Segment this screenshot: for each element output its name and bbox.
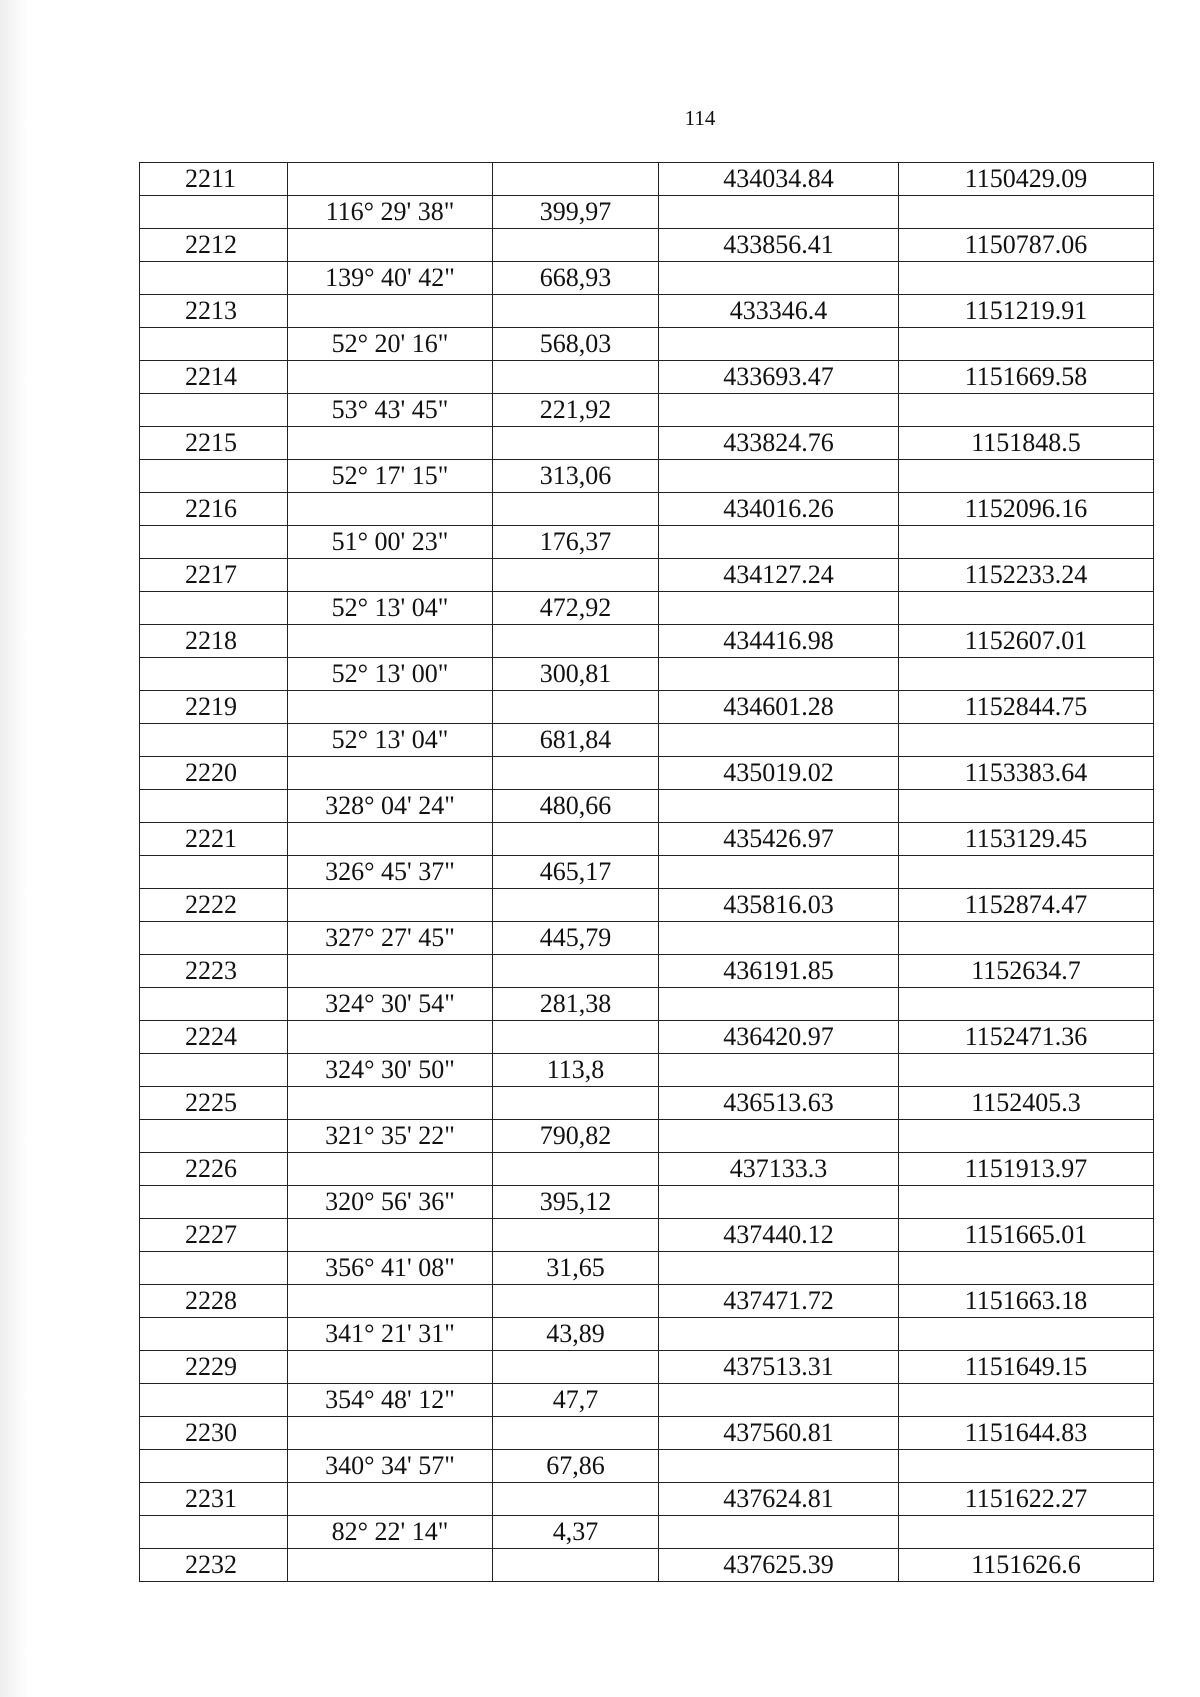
point-number-cell: 2221 <box>140 823 288 856</box>
table-row <box>140 1285 1154 1318</box>
table-row <box>140 1318 1154 1351</box>
bearing-cell <box>288 757 493 790</box>
bearing-cell: 51° 00' 23" <box>288 526 493 559</box>
table-row <box>140 658 1154 691</box>
point-number-cell: 2226 <box>140 1153 288 1186</box>
table-row <box>140 460 1154 493</box>
bearing-cell: 356° 41' 08" <box>288 1252 493 1285</box>
page-number: 114 <box>684 106 716 130</box>
distance-cell <box>493 1351 659 1384</box>
point-number-cell <box>140 394 288 427</box>
point-number-cell: 2216 <box>140 493 288 526</box>
point-number-cell: 2224 <box>140 1021 288 1054</box>
table-row <box>140 1153 1154 1186</box>
x-coordinate-cell <box>659 658 899 691</box>
table-row <box>140 823 1154 856</box>
distance-cell <box>493 1549 659 1582</box>
bearing-cell <box>288 163 493 196</box>
bearing-cell: 321° 35' 22" <box>288 1120 493 1153</box>
bearing-cell: 116° 29' 38" <box>288 196 493 229</box>
x-coordinate-cell: 435816.03 <box>659 889 899 922</box>
point-number-cell: 2223 <box>140 955 288 988</box>
point-number-cell: 2214 <box>140 361 288 394</box>
distance-cell <box>493 757 659 790</box>
table-row <box>140 1483 1154 1516</box>
distance-cell <box>493 295 659 328</box>
point-number-cell <box>140 460 288 493</box>
table-row <box>140 1450 1154 1483</box>
point-number-cell <box>140 592 288 625</box>
bearing-cell: 52° 13' 04" <box>288 724 493 757</box>
point-number-cell <box>140 790 288 823</box>
x-coordinate-cell <box>659 1120 899 1153</box>
distance-cell: 465,17 <box>493 856 659 889</box>
bearing-cell: 340° 34' 57" <box>288 1450 493 1483</box>
table-row <box>140 427 1154 460</box>
x-coordinate-cell: 437133.3 <box>659 1153 899 1186</box>
table-row <box>140 724 1154 757</box>
y-coordinate-cell <box>899 394 1154 427</box>
distance-cell <box>493 1087 659 1120</box>
y-coordinate-cell: 1152874.47 <box>899 889 1154 922</box>
table-row <box>140 790 1154 823</box>
y-coordinate-cell <box>899 1120 1154 1153</box>
distance-cell: 221,92 <box>493 394 659 427</box>
distance-cell: 445,79 <box>493 922 659 955</box>
point-number-cell: 2218 <box>140 625 288 658</box>
bearing-cell <box>288 691 493 724</box>
distance-cell <box>493 955 659 988</box>
x-coordinate-cell: 435426.97 <box>659 823 899 856</box>
distance-cell: 790,82 <box>493 1120 659 1153</box>
x-coordinate-cell <box>659 790 899 823</box>
y-coordinate-cell: 1151848.5 <box>899 427 1154 460</box>
point-number-cell: 2225 <box>140 1087 288 1120</box>
x-coordinate-cell <box>659 856 899 889</box>
bearing-cell <box>288 1153 493 1186</box>
table-row <box>140 1186 1154 1219</box>
table-row <box>140 394 1154 427</box>
x-coordinate-cell: 437560.81 <box>659 1417 899 1450</box>
y-coordinate-cell: 1151665.01 <box>899 1219 1154 1252</box>
x-coordinate-cell <box>659 328 899 361</box>
y-coordinate-cell <box>899 592 1154 625</box>
distance-cell: 395,12 <box>493 1186 659 1219</box>
y-coordinate-cell <box>899 262 1154 295</box>
table-row <box>140 163 1154 196</box>
table-row <box>140 1516 1154 1549</box>
point-number-cell: 2215 <box>140 427 288 460</box>
bearing-cell <box>288 229 493 262</box>
y-coordinate-cell <box>899 724 1154 757</box>
table-row <box>140 1087 1154 1120</box>
y-coordinate-cell: 1152844.75 <box>899 691 1154 724</box>
table-row <box>140 757 1154 790</box>
point-number-cell <box>140 1054 288 1087</box>
y-coordinate-cell: 1151219.91 <box>899 295 1154 328</box>
bearing-cell <box>288 889 493 922</box>
table-row <box>140 493 1154 526</box>
distance-cell <box>493 1021 659 1054</box>
table-row <box>140 856 1154 889</box>
bearing-cell <box>288 1087 493 1120</box>
y-coordinate-cell: 1153129.45 <box>899 823 1154 856</box>
y-coordinate-cell: 1151913.97 <box>899 1153 1154 1186</box>
bearing-cell <box>288 625 493 658</box>
point-number-cell <box>140 724 288 757</box>
bearing-cell: 326° 45' 37" <box>288 856 493 889</box>
y-coordinate-cell <box>899 790 1154 823</box>
x-coordinate-cell <box>659 1450 899 1483</box>
bearing-cell <box>288 1285 493 1318</box>
distance-cell <box>493 361 659 394</box>
table-row <box>140 625 1154 658</box>
x-coordinate-cell <box>659 1384 899 1417</box>
y-coordinate-cell <box>899 1384 1154 1417</box>
y-coordinate-cell: 1151663.18 <box>899 1285 1154 1318</box>
distance-cell: 43,89 <box>493 1318 659 1351</box>
bearing-cell <box>288 823 493 856</box>
distance-cell: 4,37 <box>493 1516 659 1549</box>
x-coordinate-cell: 437440.12 <box>659 1219 899 1252</box>
distance-cell <box>493 427 659 460</box>
y-coordinate-cell <box>899 196 1154 229</box>
y-coordinate-cell: 1152634.7 <box>899 955 1154 988</box>
distance-cell: 568,03 <box>493 328 659 361</box>
scan-edge-shadow <box>0 0 28 1697</box>
bearing-cell: 53° 43' 45" <box>288 394 493 427</box>
bearing-cell: 52° 13' 04" <box>288 592 493 625</box>
x-coordinate-cell: 433693.47 <box>659 361 899 394</box>
y-coordinate-cell <box>899 526 1154 559</box>
y-coordinate-cell <box>899 658 1154 691</box>
bearing-cell <box>288 955 493 988</box>
point-number-cell: 2213 <box>140 295 288 328</box>
table-body <box>140 163 1154 1582</box>
y-coordinate-cell <box>899 988 1154 1021</box>
y-coordinate-cell: 1150787.06 <box>899 229 1154 262</box>
bearing-cell: 328° 04' 24" <box>288 790 493 823</box>
bearing-cell <box>288 1417 493 1450</box>
table-row <box>140 262 1154 295</box>
table-row <box>140 196 1154 229</box>
x-coordinate-cell: 434127.24 <box>659 559 899 592</box>
y-coordinate-cell: 1152607.01 <box>899 625 1154 658</box>
y-coordinate-cell: 1151649.15 <box>899 1351 1154 1384</box>
x-coordinate-cell <box>659 592 899 625</box>
x-coordinate-cell <box>659 394 899 427</box>
point-number-cell <box>140 988 288 1021</box>
x-coordinate-cell: 436420.97 <box>659 1021 899 1054</box>
x-coordinate-cell <box>659 1186 899 1219</box>
distance-cell <box>493 1483 659 1516</box>
y-coordinate-cell <box>899 1186 1154 1219</box>
y-coordinate-cell: 1152471.36 <box>899 1021 1154 1054</box>
distance-cell: 281,38 <box>493 988 659 1021</box>
distance-cell: 399,97 <box>493 196 659 229</box>
point-number-cell: 2230 <box>140 1417 288 1450</box>
table-row <box>140 922 1154 955</box>
x-coordinate-cell <box>659 922 899 955</box>
y-coordinate-cell <box>899 460 1154 493</box>
y-coordinate-cell: 1152096.16 <box>899 493 1154 526</box>
y-coordinate-cell: 1150429.09 <box>899 163 1154 196</box>
distance-cell: 681,84 <box>493 724 659 757</box>
bearing-cell: 52° 17' 15" <box>288 460 493 493</box>
table-row <box>140 1549 1154 1582</box>
x-coordinate-cell <box>659 1054 899 1087</box>
distance-cell <box>493 1219 659 1252</box>
distance-cell: 668,93 <box>493 262 659 295</box>
y-coordinate-cell: 1151644.83 <box>899 1417 1154 1450</box>
coordinates-table <box>139 162 1154 1582</box>
x-coordinate-cell: 434416.98 <box>659 625 899 658</box>
table-row <box>140 361 1154 394</box>
x-coordinate-cell <box>659 262 899 295</box>
distance-cell <box>493 1285 659 1318</box>
x-coordinate-cell: 437624.81 <box>659 1483 899 1516</box>
distance-cell <box>493 823 659 856</box>
table-row <box>140 559 1154 592</box>
x-coordinate-cell: 435019.02 <box>659 757 899 790</box>
x-coordinate-cell: 434016.26 <box>659 493 899 526</box>
x-coordinate-cell: 437513.31 <box>659 1351 899 1384</box>
x-coordinate-cell <box>659 988 899 1021</box>
y-coordinate-cell <box>899 328 1154 361</box>
x-coordinate-cell: 434034.84 <box>659 163 899 196</box>
x-coordinate-cell: 433856.41 <box>659 229 899 262</box>
bearing-cell: 327° 27' 45" <box>288 922 493 955</box>
distance-cell <box>493 493 659 526</box>
point-number-cell <box>140 1120 288 1153</box>
bearing-cell: 82° 22' 14" <box>288 1516 493 1549</box>
distance-cell: 300,81 <box>493 658 659 691</box>
bearing-cell: 341° 21' 31" <box>288 1318 493 1351</box>
x-coordinate-cell <box>659 196 899 229</box>
table-row <box>140 988 1154 1021</box>
point-number-cell: 2220 <box>140 757 288 790</box>
table-row <box>140 1219 1154 1252</box>
x-coordinate-cell <box>659 724 899 757</box>
point-number-cell: 2229 <box>140 1351 288 1384</box>
bearing-cell <box>288 1351 493 1384</box>
point-number-cell <box>140 196 288 229</box>
table-row <box>140 592 1154 625</box>
bearing-cell <box>288 427 493 460</box>
table-row <box>140 889 1154 922</box>
table-row <box>140 1417 1154 1450</box>
distance-cell <box>493 229 659 262</box>
y-coordinate-cell <box>899 1318 1154 1351</box>
point-number-cell <box>140 1318 288 1351</box>
point-number-cell <box>140 1450 288 1483</box>
y-coordinate-cell: 1152405.3 <box>899 1087 1154 1120</box>
point-number-cell: 2211 <box>140 163 288 196</box>
point-number-cell <box>140 658 288 691</box>
bearing-cell <box>288 1021 493 1054</box>
distance-cell <box>493 691 659 724</box>
x-coordinate-cell: 433824.76 <box>659 427 899 460</box>
x-coordinate-cell: 436191.85 <box>659 955 899 988</box>
bearing-cell: 320° 56' 36" <box>288 1186 493 1219</box>
table-row <box>140 1384 1154 1417</box>
distance-cell <box>493 889 659 922</box>
y-coordinate-cell <box>899 922 1154 955</box>
distance-cell <box>493 1417 659 1450</box>
distance-cell: 113,8 <box>493 1054 659 1087</box>
x-coordinate-cell <box>659 1252 899 1285</box>
point-number-cell <box>140 1252 288 1285</box>
bearing-cell: 324° 30' 54" <box>288 988 493 1021</box>
point-number-cell <box>140 262 288 295</box>
x-coordinate-cell: 433346.4 <box>659 295 899 328</box>
table-row <box>140 295 1154 328</box>
table-row <box>140 1351 1154 1384</box>
bearing-cell <box>288 1549 493 1582</box>
point-number-cell: 2217 <box>140 559 288 592</box>
y-coordinate-cell <box>899 1516 1154 1549</box>
distance-cell <box>493 625 659 658</box>
distance-cell <box>493 559 659 592</box>
table-row <box>140 1120 1154 1153</box>
table-row <box>140 1252 1154 1285</box>
point-number-cell <box>140 328 288 361</box>
x-coordinate-cell: 437625.39 <box>659 1549 899 1582</box>
distance-cell: 176,37 <box>493 526 659 559</box>
distance-cell: 313,06 <box>493 460 659 493</box>
x-coordinate-cell <box>659 1318 899 1351</box>
y-coordinate-cell <box>899 1450 1154 1483</box>
table-row <box>140 1021 1154 1054</box>
point-number-cell <box>140 1186 288 1219</box>
y-coordinate-cell: 1151669.58 <box>899 361 1154 394</box>
y-coordinate-cell <box>899 1252 1154 1285</box>
point-number-cell <box>140 922 288 955</box>
bearing-cell <box>288 1483 493 1516</box>
distance-cell <box>493 163 659 196</box>
y-coordinate-cell: 1151626.6 <box>899 1549 1154 1582</box>
bearing-cell: 52° 20' 16" <box>288 328 493 361</box>
distance-cell: 47,7 <box>493 1384 659 1417</box>
point-number-cell: 2222 <box>140 889 288 922</box>
table-row <box>140 1054 1154 1087</box>
point-number-cell <box>140 1384 288 1417</box>
x-coordinate-cell: 437471.72 <box>659 1285 899 1318</box>
point-number-cell: 2232 <box>140 1549 288 1582</box>
y-coordinate-cell: 1151622.27 <box>899 1483 1154 1516</box>
y-coordinate-cell <box>899 856 1154 889</box>
point-number-cell <box>140 856 288 889</box>
bearing-cell: 139° 40' 42" <box>288 262 493 295</box>
point-number-cell: 2219 <box>140 691 288 724</box>
table-row <box>140 229 1154 262</box>
distance-cell: 480,66 <box>493 790 659 823</box>
x-coordinate-cell: 434601.28 <box>659 691 899 724</box>
distance-cell: 31,65 <box>493 1252 659 1285</box>
point-number-cell: 2228 <box>140 1285 288 1318</box>
bearing-cell <box>288 295 493 328</box>
bearing-cell: 52° 13' 00" <box>288 658 493 691</box>
bearing-cell <box>288 1219 493 1252</box>
point-number-cell <box>140 526 288 559</box>
y-coordinate-cell: 1152233.24 <box>899 559 1154 592</box>
distance-cell <box>493 1153 659 1186</box>
bearing-cell <box>288 559 493 592</box>
table-row <box>140 691 1154 724</box>
point-number-cell: 2212 <box>140 229 288 262</box>
point-number-cell <box>140 1516 288 1549</box>
y-coordinate-cell <box>899 1054 1154 1087</box>
table-row <box>140 955 1154 988</box>
bearing-cell <box>288 361 493 394</box>
table-row <box>140 328 1154 361</box>
x-coordinate-cell <box>659 1516 899 1549</box>
point-number-cell: 2231 <box>140 1483 288 1516</box>
x-coordinate-cell <box>659 526 899 559</box>
x-coordinate-cell: 436513.63 <box>659 1087 899 1120</box>
bearing-cell: 354° 48' 12" <box>288 1384 493 1417</box>
x-coordinate-cell <box>659 460 899 493</box>
distance-cell: 67,86 <box>493 1450 659 1483</box>
bearing-cell: 324° 30' 50" <box>288 1054 493 1087</box>
bearing-cell <box>288 493 493 526</box>
y-coordinate-cell: 1153383.64 <box>899 757 1154 790</box>
distance-cell: 472,92 <box>493 592 659 625</box>
table-row <box>140 526 1154 559</box>
point-number-cell: 2227 <box>140 1219 288 1252</box>
